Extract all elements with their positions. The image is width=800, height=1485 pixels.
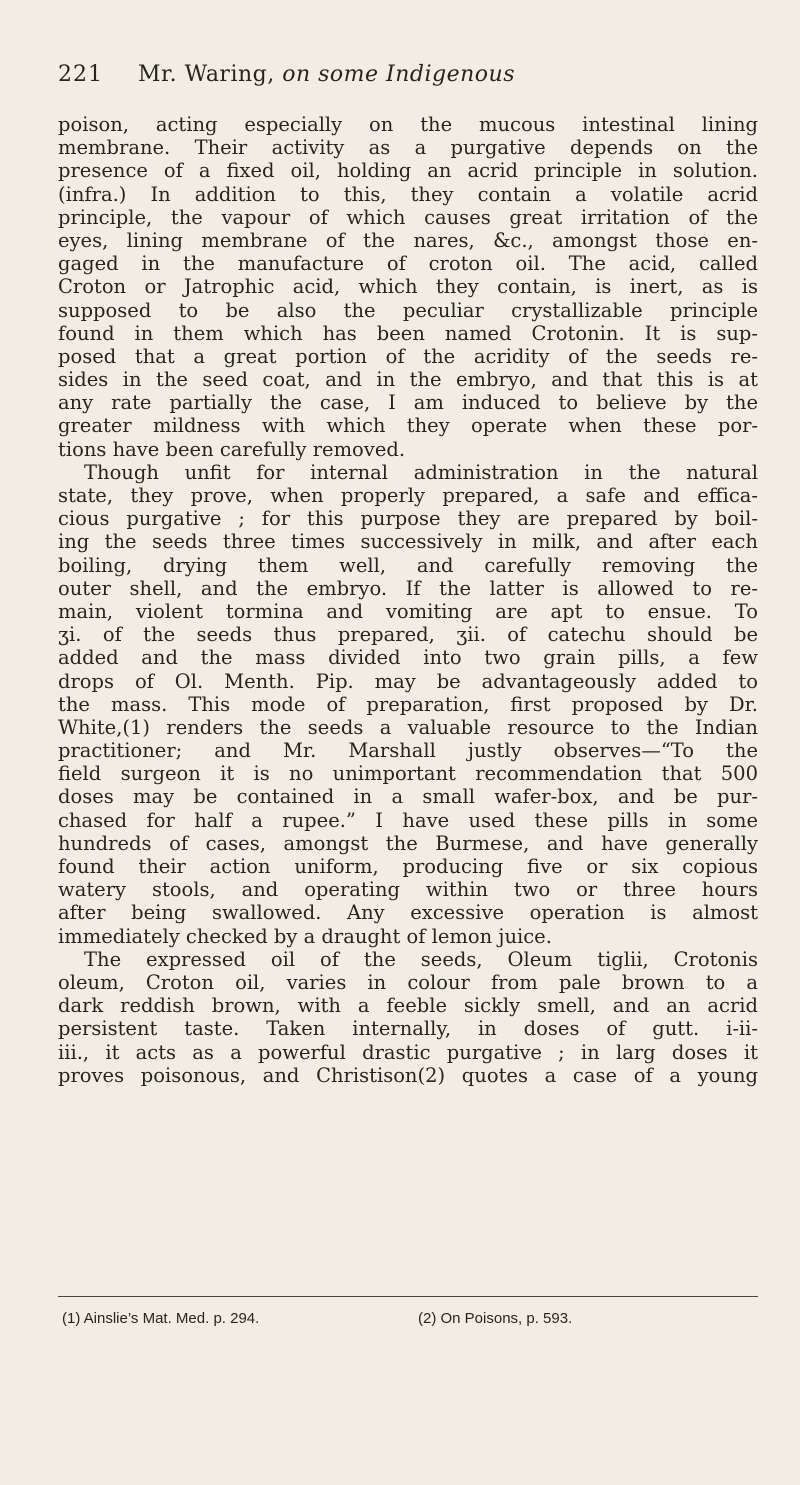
- text-line: supposed to be also the peculiar crystallizable principle: [58, 298, 758, 322]
- footnote-divider: [58, 1296, 758, 1297]
- text-line: added and the mass divided into two grain pills, a few: [58, 646, 758, 670]
- text-line: dark reddish brown, with a feeble sickly smell, and an acrid: [58, 994, 758, 1018]
- text-line: found their action uniform, producing five or six copious: [58, 855, 758, 878]
- text-line: greater mildness with which they operate when these por-: [58, 414, 758, 438]
- text-line: doses may be contained in a small wafer-box, and be pur-: [58, 785, 758, 809]
- page-header: [58, 62, 758, 96]
- text-line: Croton or Jatrophic acid, which they contain, is inert, as is: [58, 275, 758, 299]
- text-line: persistent taste. Taken internally, in doses of gutt. i-ii-: [58, 1017, 758, 1041]
- text-line: outer shell, and the embryo. If the latter is allowed to re-: [58, 576, 758, 600]
- text-line: poison, acting especially on the mucous intestinal lining: [58, 113, 758, 136]
- text-line: boiling, drying them well, and carefully removing the: [58, 553, 758, 577]
- running-head-author: Mr. Waring,: [138, 62, 283, 87]
- text-line: state, they prove, when properly prepared, a safe and effica-: [58, 484, 758, 507]
- text-line: any rate partially the case, I am induced to believe by the: [58, 391, 758, 415]
- text-line: chased for half a rupee.” I have used these pills in some: [58, 808, 758, 832]
- text-line: immediately checked by a draught of lemon juice.: [58, 924, 552, 948]
- body-text: [58, 113, 758, 1087]
- text-line: eyes, lining membrane of the nares, &c., amongst those en-: [58, 228, 758, 252]
- text-line: ʒi. of the seeds thus prepared, ʒii. of catechu should be: [58, 623, 758, 647]
- text-line: iii., it acts as a powerful drastic purgative ; in larg doses it: [58, 1040, 758, 1064]
- running-head: [138, 62, 515, 87]
- text-line: main, violent tormina and vomiting are apt to ensue. To: [58, 599, 758, 623]
- text-line: (infra.) In addition to this, they contain a volatile acrid: [58, 182, 758, 206]
- text-line: field surgeon it is no unimportant recommendation that 500: [58, 762, 758, 786]
- text-line: drops of Ol. Menth. Pip. may be advantageously added to: [58, 669, 758, 693]
- text-line: tions have been carefully removed.: [58, 437, 406, 461]
- footnote-2: (2) On Poisons, p. 593.: [418, 1310, 573, 1327]
- text-line: found in them which has been named Crotonin. It is sup-: [58, 321, 758, 345]
- text-line: cious purgative ; for this purpose they are prepared by boil-: [58, 507, 758, 531]
- text-line: oleum, Croton oil, varies in colour from pale brown to a: [58, 970, 758, 994]
- text-line: ing the seeds three times successively in milk, and after each: [58, 530, 758, 554]
- text-line: White,(1) renders the seeds a valuable resource to the Indian: [58, 715, 758, 739]
- running-head-title: on some Indigenous: [282, 62, 516, 87]
- text-line: posed that a great portion of the acridity of the seeds re-: [58, 344, 758, 368]
- text-line: gaged in the manufacture of croton oil. The acid, called: [58, 252, 758, 276]
- text-line: sides in the seed coat, and in the embryo, and that this is at: [58, 368, 758, 392]
- text-line: watery stools, and operating within two or three hours: [58, 878, 758, 902]
- text-line: Though unfit for internal administration in the natural: [84, 460, 758, 484]
- page-number: 221: [58, 62, 103, 87]
- text-line: hundreds of cases, amongst the Burmese, and have generally: [58, 831, 758, 855]
- text-line: practitioner; and Mr. Marshall justly observes—“To the: [58, 739, 758, 763]
- footnote-1: (1) Ainslie’s Mat. Med. p. 294.: [62, 1310, 260, 1327]
- text-line: proves poisonous, and Christison(2) quotes a case of a young: [58, 1063, 758, 1087]
- text-line: The expressed oil of the seeds, Oleum tiglii, Crotonis: [84, 947, 758, 971]
- text-line: after being swallowed. Any excessive operation is almost: [58, 901, 758, 925]
- text-line: presence of a fixed oil, holding an acrid principle in solution.: [58, 159, 758, 183]
- text-line: principle, the vapour of which causes great irritation of the: [58, 205, 758, 229]
- text-line: membrane. Their activity as a purgative depends on the: [58, 136, 758, 160]
- text-line: the mass. This mode of preparation, first proposed by Dr.: [58, 692, 758, 716]
